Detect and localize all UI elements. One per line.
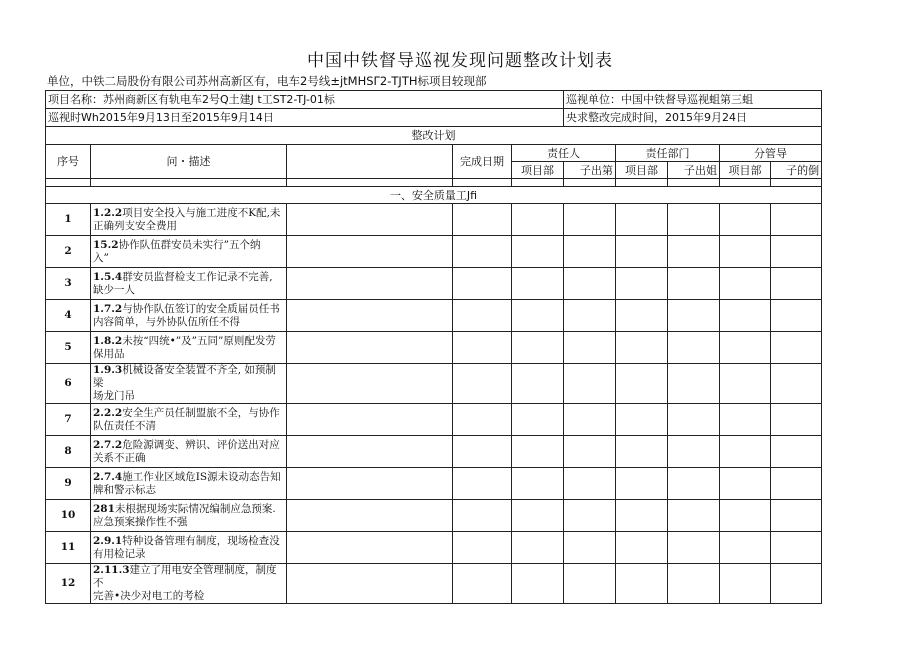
issue-text: 未按“四统•”及”五同”原则配发劳 保用品 <box>93 334 276 360</box>
issue-text: 特种设备管理有制度，现场检查没 有用检记录 <box>93 534 280 560</box>
empty-cell[interactable] <box>564 500 616 532</box>
empty-cell[interactable] <box>287 300 453 332</box>
rectification-plan-table <box>45 90 822 604</box>
row-number: 3 <box>46 268 91 300</box>
clause-code: 1.8.2 <box>93 334 123 347</box>
row-description <box>91 300 287 332</box>
empty-cell[interactable] <box>616 404 668 436</box>
clause-code: 2.7.2 <box>93 438 123 451</box>
header-sub: 子出第 <box>564 162 616 179</box>
plan-header-cell: 整改计划 <box>46 127 822 145</box>
empty-cell[interactable] <box>564 332 616 364</box>
empty-cell[interactable] <box>616 332 668 364</box>
clause-code: 1.7.2 <box>93 302 123 315</box>
empty-cell[interactable] <box>668 404 720 436</box>
empty-cell[interactable] <box>564 564 616 604</box>
empty-cell[interactable] <box>564 364 616 404</box>
empty-cell[interactable] <box>771 564 822 604</box>
empty-cell[interactable] <box>668 564 720 604</box>
empty-cell[interactable] <box>616 364 668 404</box>
empty-cell[interactable] <box>512 500 564 532</box>
header-sub: 子的倒 <box>771 162 822 179</box>
empty-cell[interactable] <box>512 468 564 500</box>
header-dept: 责任部门 <box>616 145 720 162</box>
empty-cell[interactable] <box>564 204 616 236</box>
empty-cell[interactable] <box>453 468 512 500</box>
row-description <box>91 204 287 236</box>
empty-cell[interactable] <box>616 436 668 468</box>
empty-cell[interactable] <box>512 364 564 404</box>
table-row <box>46 532 822 564</box>
empty-cell[interactable] <box>287 532 453 564</box>
empty-cell[interactable] <box>616 236 668 268</box>
inspection-unit-cell: 巡视单位：中国中铁督导巡视蛆第三蛆 <box>564 91 822 109</box>
row-number: 8 <box>46 436 91 468</box>
empty-cell[interactable] <box>453 564 512 604</box>
issue-text: 机械设备安全装置不齐全, 如预制梁 场龙门吊 <box>93 364 276 402</box>
empty-cell[interactable] <box>616 532 668 564</box>
spacer-cell <box>616 179 668 187</box>
header-complete-date: 完成日期 <box>453 145 512 179</box>
header-person: 责任人 <box>512 145 616 162</box>
row-number: 5 <box>46 332 91 364</box>
spacer-cell <box>91 179 287 187</box>
empty-cell[interactable] <box>720 564 771 604</box>
empty-cell[interactable] <box>668 236 720 268</box>
empty-cell[interactable] <box>453 268 512 300</box>
empty-cell[interactable] <box>668 500 720 532</box>
empty-cell[interactable] <box>453 236 512 268</box>
table-row <box>46 236 822 268</box>
empty-cell[interactable] <box>720 404 771 436</box>
empty-cell[interactable] <box>564 268 616 300</box>
row-description <box>91 268 287 300</box>
empty-cell[interactable] <box>512 436 564 468</box>
empty-cell[interactable] <box>771 332 822 364</box>
empty-cell[interactable] <box>512 236 564 268</box>
empty-cell[interactable] <box>512 204 564 236</box>
empty-cell[interactable] <box>453 332 512 364</box>
empty-cell[interactable] <box>287 468 453 500</box>
clause-code: 1.5.4 <box>93 270 123 283</box>
empty-cell[interactable] <box>287 236 453 268</box>
clause-code: 2.11.3 <box>93 564 130 576</box>
empty-cell[interactable] <box>668 300 720 332</box>
unit-line: 单位，中铁二局股份有限公司苏州高新区有，电车2号线±jtMHSΓ2-TJTH标项目较现部 <box>47 74 487 88</box>
clause-code: 2.2.2 <box>93 406 123 419</box>
table-row <box>46 436 822 468</box>
empty-cell[interactable] <box>771 236 822 268</box>
empty-cell[interactable] <box>668 364 720 404</box>
empty-cell[interactable] <box>287 564 453 604</box>
empty-cell[interactable] <box>512 532 564 564</box>
row-description <box>91 236 287 268</box>
issue-text: 安全生产员任制盟旅不全，与协作 队伍责任不清 <box>93 406 280 432</box>
empty-cell[interactable] <box>720 364 771 404</box>
row-number: 11 <box>46 532 91 564</box>
empty-cell[interactable] <box>771 204 822 236</box>
clause-code: 15.2 <box>93 238 119 251</box>
row-number: 6 <box>46 364 91 404</box>
empty-cell[interactable] <box>771 532 822 564</box>
empty-cell[interactable] <box>720 532 771 564</box>
empty-cell[interactable] <box>287 364 453 404</box>
empty-cell[interactable] <box>720 268 771 300</box>
empty-cell[interactable] <box>512 300 564 332</box>
table-row <box>46 364 822 404</box>
header-leader: 分管导 <box>720 145 822 162</box>
empty-cell[interactable] <box>668 268 720 300</box>
empty-cell[interactable] <box>512 268 564 300</box>
header-desc: 问・描述 <box>91 145 287 179</box>
row-description <box>91 532 287 564</box>
clause-code: 2.7.4 <box>93 470 123 483</box>
empty-cell[interactable] <box>771 300 822 332</box>
empty-cell[interactable] <box>616 564 668 604</box>
section-title: 一、安全质量工Jfi <box>46 187 822 204</box>
table-row <box>46 564 822 604</box>
spacer-cell <box>287 179 453 187</box>
clause-code: 281 <box>93 502 115 515</box>
spacer-cell <box>720 179 771 187</box>
issue-text: 协作队伍群安员未实行”五个纳 入” <box>93 238 261 264</box>
issue-text: 群安员监督检支工作记录不完善, 缺少一人 <box>93 270 273 296</box>
empty-cell[interactable] <box>512 564 564 604</box>
empty-cell[interactable] <box>453 404 512 436</box>
issue-text: 与协作队伍签订的安全质届员任书 内容简单，与外协队伍所任不得 <box>93 302 280 328</box>
row-description <box>91 404 287 436</box>
table-row <box>46 500 822 532</box>
empty-cell[interactable] <box>287 436 453 468</box>
row-number: 10 <box>46 500 91 532</box>
empty-cell[interactable] <box>453 532 512 564</box>
empty-cell[interactable] <box>668 468 720 500</box>
empty-cell[interactable] <box>564 436 616 468</box>
empty-cell[interactable] <box>720 236 771 268</box>
spacer-cell <box>668 179 720 187</box>
table-row <box>46 268 822 300</box>
spacer-cell <box>512 179 564 187</box>
empty-cell[interactable] <box>616 300 668 332</box>
header-sub: 项目部 <box>616 162 668 179</box>
clause-code: 1.2.2 <box>93 206 123 219</box>
header-sub: 项目部 <box>512 162 564 179</box>
empty-cell[interactable] <box>720 204 771 236</box>
issue-text: 项目安全投入与施工进度不K配,未 正确列支安全费用 <box>93 206 281 232</box>
empty-cell[interactable] <box>668 332 720 364</box>
empty-cell[interactable] <box>564 404 616 436</box>
spacer-cell <box>46 179 91 187</box>
empty-cell[interactable] <box>771 364 822 404</box>
empty-cell[interactable] <box>720 468 771 500</box>
empty-cell[interactable] <box>771 404 822 436</box>
row-description <box>91 436 287 468</box>
empty-cell[interactable] <box>453 364 512 404</box>
empty-cell[interactable] <box>287 500 453 532</box>
issue-text: 未根据现场实际情况编制应急预案. 应急预案操作性不强 <box>93 502 276 528</box>
empty-cell[interactable] <box>771 268 822 300</box>
empty-cell[interactable] <box>720 436 771 468</box>
empty-cell[interactable] <box>287 268 453 300</box>
row-number: 7 <box>46 404 91 436</box>
empty-cell[interactable] <box>453 436 512 468</box>
inspection-time-cell: 巡视时Wh2015年9月13日至2015年9月14日 <box>46 109 564 127</box>
project-name-cell: 项目名称：苏州商新区有轨电车2号Q土建J t工ST2-TJ-01标 <box>46 91 564 109</box>
header-seq: 序号 <box>46 145 91 179</box>
empty-cell[interactable] <box>453 204 512 236</box>
empty-cell[interactable] <box>771 468 822 500</box>
row-number: 2 <box>46 236 91 268</box>
row-number: 9 <box>46 468 91 500</box>
empty-cell[interactable] <box>616 500 668 532</box>
issue-text: 危险源调变、辨识、评价送出对应 关系不正确 <box>93 438 280 464</box>
empty-cell[interactable] <box>453 300 512 332</box>
row-description <box>91 468 287 500</box>
empty-cell[interactable] <box>564 300 616 332</box>
table-row <box>46 204 822 236</box>
empty-cell[interactable] <box>720 332 771 364</box>
row-number: 4 <box>46 300 91 332</box>
empty-cell[interactable] <box>668 204 720 236</box>
empty-cell[interactable] <box>771 500 822 532</box>
empty-cell[interactable] <box>287 332 453 364</box>
empty-cell[interactable] <box>720 300 771 332</box>
header-sub: 项目部 <box>720 162 771 179</box>
spacer-cell <box>564 179 616 187</box>
row-number: 1 <box>46 204 91 236</box>
row-description <box>91 564 287 604</box>
issue-text: 建立了用电安全管理制度，制度不 完善•决少对电工的考检 <box>93 564 277 602</box>
spacer-cell <box>453 179 512 187</box>
table-row <box>46 404 822 436</box>
table-row <box>46 300 822 332</box>
document-title: 中国中铁督导巡视发现问题整改计划表 <box>307 51 613 71</box>
spacer-cell <box>771 179 822 187</box>
empty-cell[interactable] <box>512 404 564 436</box>
header-sub: 子出姐 <box>668 162 720 179</box>
header-blank <box>287 145 453 179</box>
empty-cell[interactable] <box>616 268 668 300</box>
empty-cell[interactable] <box>512 332 564 364</box>
table-row <box>46 468 822 500</box>
required-date-cell: 央求整改完成时间，2015年9月24日 <box>564 109 822 127</box>
issue-text: 施工作业区域危IS源未设动态告知 牌和警示标志 <box>93 470 281 496</box>
row-number: 12 <box>46 564 91 604</box>
empty-cell[interactable] <box>668 532 720 564</box>
clause-code: 1.9.3 <box>93 364 123 376</box>
empty-cell[interactable] <box>771 436 822 468</box>
empty-cell[interactable] <box>564 468 616 500</box>
empty-cell[interactable] <box>720 500 771 532</box>
row-description <box>91 332 287 364</box>
empty-cell[interactable] <box>564 532 616 564</box>
empty-cell[interactable] <box>668 436 720 468</box>
empty-cell[interactable] <box>287 404 453 436</box>
empty-cell[interactable] <box>616 468 668 500</box>
row-description <box>91 364 287 404</box>
empty-cell[interactable] <box>453 500 512 532</box>
clause-code: 2.9.1 <box>93 534 123 547</box>
table-row <box>46 332 822 364</box>
row-description <box>91 500 287 532</box>
empty-cell[interactable] <box>287 204 453 236</box>
empty-cell[interactable] <box>564 236 616 268</box>
empty-cell[interactable] <box>616 204 668 236</box>
